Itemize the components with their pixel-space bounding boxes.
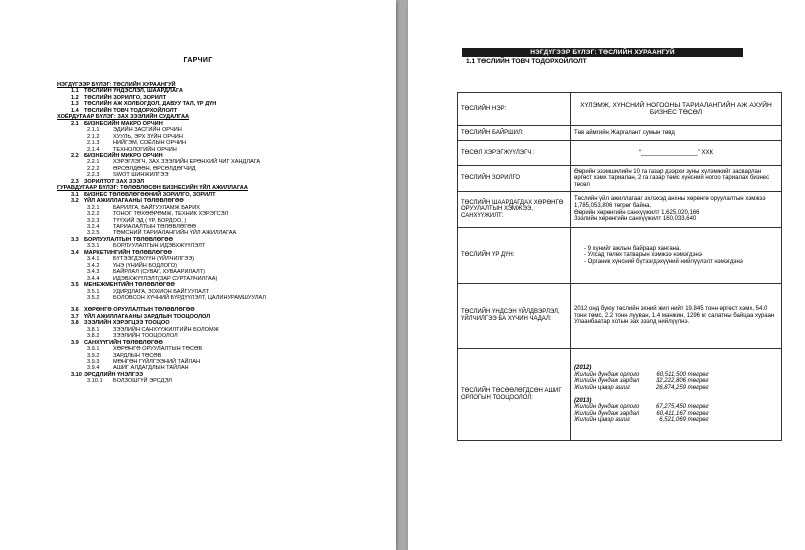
toc-entry-text: ХӨРӨНГӨ ОРУУЛАЛТЫН ТӨСӨВ <box>113 346 203 353</box>
forecast-line: Жилийн дундаж зардал 60,411,167 төгрөг <box>574 410 709 417</box>
toc-entry-text: SWOT ШИНЖИЛГЭЭ <box>113 172 169 179</box>
project-name-label: ТӨСЛИЙН НЭР: <box>458 93 571 126</box>
toc-entry-number: 3.5 <box>71 282 79 289</box>
toc-entry-text: ЭРСДЛИЙН ҮНЭЛГЭЭ <box>84 371 144 378</box>
toc-entry-text: НИЙГЭМ, СОЁЛЫН ОРЧИН <box>113 140 186 147</box>
toc-entry-number: 2.1.4 <box>87 146 100 153</box>
investment-line: Зээлийн хөрөнгийн санхүүжилт 160,033,640 <box>574 216 697 223</box>
toc-entry-number: 2.3 <box>71 178 79 185</box>
toc-entry-text: ЗОРИЛТОТ ЗАХ ЗЭЭЛ <box>84 178 145 185</box>
project-investment-value <box>571 192 782 228</box>
project-forecast-value <box>571 349 782 441</box>
project-goal-value: Өөрийн эзэмшилийн 10 га газар дээрхи зуны хүлэмжийг засварлан өргөст хэмх тариалан, 2 га газар төмс хүнсний ногоо тариалах бизнес төсөл <box>571 166 782 192</box>
table-row <box>458 228 782 284</box>
toc-entry-text: ТАРИАЛАЛТЫН ТӨЛӨВЛӨГӨӨ <box>113 223 196 230</box>
toc-entry-number: 2.2.1 <box>87 159 100 166</box>
toc-entry-text: ТӨСЛИЙН ҮНДЭСЛЭЛ, ШААРДЛАГА <box>84 88 183 95</box>
toc-entry-number: 2.1.1 <box>87 127 100 134</box>
toc-entry-text: БИЗНЕС ТӨЛӨВЛӨГӨӨНИЙ ЗОРИЛГО, ЗОРИЛТ <box>84 191 216 198</box>
table-of-contents <box>57 82 387 385</box>
toc-entry-number: 3.2 <box>71 198 79 205</box>
toc-entry[interactable] <box>57 295 387 301</box>
toc-entry-text: ӨРСӨЛДӨӨН, ӨРСӨЛДӨГЧИД <box>113 165 196 172</box>
section-title: 1.1 ТӨСЛИЙН ТОВЧ ТОДОРХОЙЛОЛТ <box>466 58 587 65</box>
list-item: - Органик хүнсний бүтээгдэхүүний нийлүүлэлт нэмэгдэнэ <box>584 259 778 266</box>
toc-entry-number: 2.2 <box>71 152 79 159</box>
toc-entry-text: ЭДИЙН ЗАСГИЙН ОРЧИН <box>113 127 182 134</box>
project-location-value: Төв аймгийн Жаргалант сумын төвд <box>571 126 782 141</box>
toc-entry-text: ЗЭЭЛИЙН ТООЦООЛОЛ <box>113 333 178 340</box>
toc-entry-number: 1.3 <box>71 101 79 108</box>
toc-entry-text: ХӨРӨНГӨ ОРУУЛАЛТЫН ТӨЛӨВЛӨГӨӨ <box>84 307 195 314</box>
toc-entry-number: 3.2.2 <box>87 211 100 218</box>
toc-entry-text: ХЭРЭГЛЭГЧ, ЗАХ ЗЭЭЛИЙН ЕРӨНХИЙ ЧИГ ХАНДЛАГА <box>113 159 261 166</box>
toc-entry-text: ҮНЭ (ҮНИЙН БОДЛОГО) <box>113 262 177 269</box>
toc-entry-number: 3.3.1 <box>87 243 100 250</box>
toc-entry-number: 3.2.5 <box>87 230 100 237</box>
toc-entry-text: ХУУЛЬ, ЭРХ ЗҮЙН ОРЧИН <box>113 133 183 140</box>
toc-entry-text: МЕНЕЖМЕНТИЙН ТӨЛӨВЛӨГӨӨ <box>84 282 175 289</box>
list-item: - 9 хүнийг ажлын байраар хангана. <box>584 246 778 253</box>
toc-entry-number: 3.9 <box>71 339 79 346</box>
toc-entry-number: 3.3 <box>71 236 79 243</box>
project-summary-table <box>457 92 782 441</box>
result-list <box>574 246 778 266</box>
toc-entry-text: БОРЛУУЛАЛТЫН ТӨЛӨВЛӨГӨӨ <box>84 236 173 243</box>
toc-entry-number: 3.8.1 <box>87 326 100 333</box>
list-item: - Улсад төлөх татварын хэмжээ нэмэгдэнэ <box>584 252 778 259</box>
table-row <box>458 126 782 141</box>
toc-entry-text: УДИРДЛАГА, ЗОХИОН БАЙГУУЛАЛТ <box>113 288 210 295</box>
toc-entry-number: 1.4 <box>71 107 79 114</box>
toc-entry-number: 2.1.3 <box>87 140 100 147</box>
toc-entry-text: БОРЛУУЛАЛТЫН ИДЭВХЖҮҮЛЭЛТ <box>113 243 206 250</box>
forecast-line: Жилийн дундаж зардал 32,222,806 төгрөг <box>574 378 709 385</box>
forecast-year: (2013) <box>574 397 592 404</box>
table-row <box>458 349 782 441</box>
table-row <box>458 284 782 349</box>
table-row <box>458 141 782 166</box>
investment-line: Төслийн үйл ажиллагааг эхлэхэд анхны хөрөнгө оруулалтын хэмжээ 1,785,053,806 төгрөг байна. <box>574 196 766 209</box>
toc-entry-number: 2.2.2 <box>87 165 100 172</box>
project-capacity-label: ТӨСЛИЙН ҮНДСЭН ҮЙЛДВЭРЛЭЛ, ҮЙЛЧИЛГЭЭ БА ХҮЧИН ЧАДАЛ: <box>458 284 571 349</box>
toc-entry-text: ҮЙЛ АЖИЛЛАГААНЫ ТӨЛӨВЛӨГӨӨ <box>84 198 184 205</box>
forecast-line: Жилийн дундаж орлого 60,511,500 төгрөг <box>574 371 709 378</box>
toc-entry-number: 3.4 <box>71 249 79 256</box>
forecast-line: Жилийн цэвэр ашиг 26,874,259 төгрөг <box>574 384 709 391</box>
toc-entry-number: 3.6 <box>71 307 79 314</box>
toc-entry-text: БАРИЛГА, БАЙГУУЛАМЖ БАРИХ <box>113 204 200 211</box>
project-result-label: ТӨСЛИЙН ҮР ДҮН: <box>458 228 571 284</box>
toc-entry-number: 3.2.1 <box>87 204 100 211</box>
toc-entry-text: МӨНГӨН ГҮЙЛГЭЭНИЙ ТАЙЛАН <box>113 359 200 366</box>
project-executor-label: ТӨСӨЛ ХЭРЭГЖҮҮЛЭГЧ : <box>458 141 571 166</box>
toc-entry-text: ТЕХНОЛОГИЙН ОРЧИН <box>113 146 177 153</box>
toc-entry-text: ТӨМСНИЙ ТАРИАЛАНГИЙН ҮЙЛ АЖИЛЛАГАА <box>113 230 237 237</box>
toc-entry-number: 3.8 <box>71 320 79 327</box>
toc-entry-number: 3.10 <box>71 371 82 378</box>
toc-entry-number: 2.1 <box>71 120 79 127</box>
toc-title: ГАРЧИГ <box>183 57 213 64</box>
toc-entry-text: БҮТЭЭГДЭХҮҮН (ҮЙЛЧИЛГЭЭ) <box>113 256 195 263</box>
toc-entry-number: 3.4.4 <box>87 275 100 282</box>
toc-entry-number: 3.7 <box>71 313 79 320</box>
project-forecast-label: ТӨСЛИЙН ТӨСӨӨЛӨГДСӨН АШИГ ОРЛОГЫН ТООЦООЛОЛ: <box>458 349 571 441</box>
chapter-banner: НЭГДҮГЭЭР БҮЛЭГ: ТӨСЛИЙН ХУРААНГУЙ <box>462 48 743 57</box>
toc-entry-text: БОЛЗОШГҮЙ ЭРСДЭЛ <box>113 378 172 385</box>
toc-entry-text: БИЗНЕСИЙН МАКРО ОРЧИН <box>84 120 163 127</box>
project-goal-label: ТӨСЛИЙН ЗОРИЛГО <box>458 166 571 192</box>
document-page-left <box>0 0 396 550</box>
toc-entry-text: АШИГ АЛДАГДЛЫН ТАЙЛАН <box>113 365 189 372</box>
toc-entry-text: ТОНОГ ТӨХӨӨРӨМЖ, ТЕХНИК ХЭРЭГСЭЛ <box>113 211 229 218</box>
toc-entry-number: 3.2.4 <box>87 223 100 230</box>
toc-entry-text: ЗАРДЛЫН ТӨСӨВ <box>113 352 162 359</box>
toc-entry-number: 3.4.1 <box>87 256 100 263</box>
toc-entry-number: 3.10.1 <box>87 378 103 385</box>
toc-entry-text: МАРКЕТИНГИЙН ТӨЛӨВЛӨГӨӨ <box>84 249 172 256</box>
table-row <box>458 192 782 228</box>
toc-entry-text: БИЗНЕСИЙН МИКРО ОРЧИН <box>84 152 163 159</box>
toc-entry-text: ЗЭЭЛИЙН САНХҮҮЖИЛТИЙН БОЛОМЖ <box>113 326 219 333</box>
project-investment-label: ТӨСЛИЙН ШААРДАГДАХ ХӨРӨНГӨ ОРУУЛАЛТЫН ХЭМЖЭЭ, САНХҮҮЖИЛТ: <box>458 192 571 228</box>
toc-entry-text: САНХҮҮГИЙН ТӨЛӨВЛӨГӨӨ <box>84 339 163 346</box>
toc-entry-text: ЗЭЭЛИЙН ХЭРЭГЦЭЭ ТООЦОО <box>84 320 170 327</box>
toc-entry-number: 3.2.3 <box>87 217 100 224</box>
toc-entry-number: 3.9.1 <box>87 346 100 353</box>
table-row <box>458 166 782 192</box>
project-executor-value: “_________________” ХХК <box>571 141 782 166</box>
table-row <box>458 93 782 126</box>
toc-entry-number: 1.1 <box>71 88 79 95</box>
toc-entry-number: 3.1 <box>71 191 79 198</box>
toc-entry-number: 3.9.2 <box>87 352 100 359</box>
forecast-line: Жилийн цэвэр ашиг 6,521,069 төгрөг <box>574 417 709 424</box>
toc-entry-text: ҮЙЛ АЖИЛЛАГААНЫ ЗАРДЛЫН ТООЦООЛОЛ <box>84 313 211 320</box>
toc-entry[interactable] <box>57 378 387 384</box>
project-name-value: ХҮЛЭМЖ, ХҮНСНИЙ НОГООНЫ ТАРИАЛАНГИЙН АЖ АХУЙН БИЗНЕС ТӨСӨЛ <box>571 93 782 126</box>
investment-line: Өөрийн хөрөнгийн санхүүжилт 1,625,020,166 <box>574 209 700 216</box>
toc-entry-text: ТҮҮХИЙ ЭД ( ҮР, БОРДОО, ) <box>113 217 187 224</box>
project-result-value <box>571 228 782 284</box>
toc-entry-number: 2.1.2 <box>87 133 100 140</box>
project-location-label: ТӨСЛИЙН БАЙРШИЛ: <box>458 126 571 141</box>
toc-entry-number: 3.8.2 <box>87 333 100 340</box>
toc-entry-text: ТӨСЛИЙН ТОВЧ ТОДОРХОЙЛОЛТ <box>84 107 178 114</box>
toc-entry-text: ГУРАВДУГААР БҮЛЭГ: ТӨЛӨВЛӨСӨН БИЗНЕСИЙН ҮЙЛ АЖИЛЛАГАА <box>57 185 248 192</box>
toc-entry-text: ХОЁРДУГААР БҮЛЭГ: ЗАХ ЗЭЭЛИЙН СУДАЛГАА <box>57 114 190 121</box>
toc-entry-number: 3.9.4 <box>87 365 100 372</box>
toc-entry-text: ИДЭВХЖҮҮЛЭЛТ(ЗАР СУРТАЛЧИЛГАА) <box>113 275 218 282</box>
toc-entry-text: ТӨСЛИЙН АЖ ХОЛБОГДОЛ, ДАВУУ ТАЛ, ҮР ДҮН <box>84 101 217 108</box>
toc-entry-text: БАЙРЛАЛ (СУВАГ, ХУВААРИЛАЛТ) <box>113 269 205 276</box>
forecast-year: (2012) <box>574 365 592 372</box>
toc-entry-text: ТӨСЛИЙН ЗОРИЛГО, ЗОРИЛТ <box>84 94 167 101</box>
toc-entry-number: 3.5.2 <box>87 294 100 301</box>
toc-entry-text: НЭГДҮГЭЭР БҮЛЭГ: ТӨСЛИЙН ХУРААНГУЙ <box>57 82 176 88</box>
toc-entry-text: БОЛОВСОН ХҮЧНИЙ БҮРДҮҮЛЭЛТ, ЦАЛИНУРАМШУУЛАЛ <box>113 294 267 301</box>
toc-entry-number: 1.2 <box>71 94 79 101</box>
toc-entry-number: 3.9.3 <box>87 359 100 366</box>
toc-entry-number: 3.4.2 <box>87 262 100 269</box>
forecast-line: Жилийн дундаж орлого 67,275,450 төгрөг <box>574 404 709 411</box>
toc-entry-number: 3.4.3 <box>87 269 100 276</box>
toc-entry-number: 3.5.1 <box>87 288 100 295</box>
toc-entry-number: 2.2.3 <box>87 172 100 179</box>
project-capacity-value: 2012 онд буюу төслийн эхний жил нийт 19.845 тонн өргөст хэмх, 54.0 тонн төмс, 2.2 тонн луувaн, 1.4 манжин, 1296 кг салатны байцаа хураан Улаанбаатар хотын зах зээлд нийлүүлнэ. <box>571 284 782 349</box>
